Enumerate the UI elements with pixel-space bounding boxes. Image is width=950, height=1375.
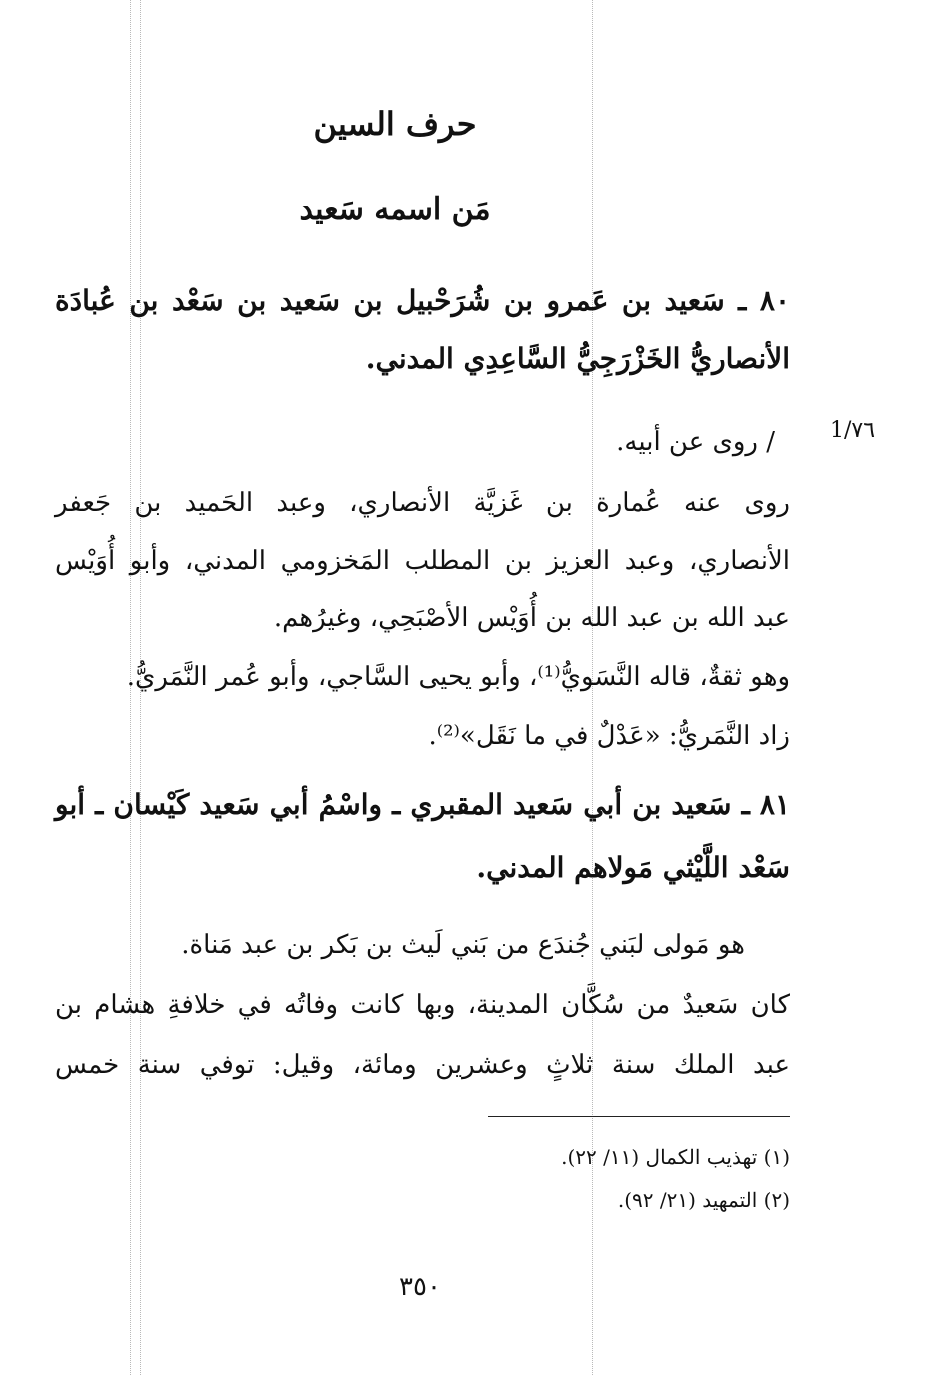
- footnote: (٢) التمهيد (٢١/ ٩٢).: [617, 1188, 790, 1212]
- page-number: ٣٥٠: [399, 1272, 441, 1302]
- footnote: (١) تهذيب الكمال (١١/ ٢٢).: [561, 1145, 790, 1169]
- body-line: عبد الملك سنة ثلاثٍ وعشرين ومائة، وقيل: توفي سنة خمس: [55, 1050, 790, 1080]
- entry-heading-line: ٨١ ـ سَعيد بن أبي سَعيد المقبري ـ واسْمُ أبي سَعيد كَيْسان ـ أبو: [55, 788, 790, 821]
- body-line: هو مَولى لبَني جُندَع من بَني لَيث بن بَكر بن عبد مَناة.: [181, 930, 745, 960]
- body-line: كان سَعيدٌ من سُكَّان المدينة، وبها كانت وفاتُه في خلافةِ هشام بن: [55, 990, 790, 1020]
- marginal-reference: 1/٧٦: [830, 418, 876, 443]
- body-line: زاد النَّمَريُّ: «عَدْلٌ في ما نَقَل»⁽²⁾.: [428, 721, 790, 751]
- body-line: عبد الله بن عبد الله بن أُوَيْس الأصْبَحِي، وغيرُهم.: [273, 603, 790, 633]
- footnote-separator: [488, 1116, 790, 1117]
- entry-heading-line: الأنصاريُّ الخَزْرَجِيُّ السَّاعِدِي المدني.: [365, 342, 790, 375]
- chapter-title: حرف السين: [313, 105, 477, 143]
- body-line: / روى عن أبيه.: [616, 427, 775, 457]
- body-line: روى عنه عُمارة بن غَزيَّة الأنصاري، وعبد الحَميد بن جَعفر: [55, 488, 790, 518]
- body-line: وهو ثقةٌ، قاله النَّسَويُّ⁽¹⁾، وأبو يحيى السَّاجي، وأبو عُمر النَّمَريُّ.: [126, 662, 790, 692]
- entry-heading-line: سَعْد اللَّيْثي مَولاهم المدني.: [476, 851, 790, 884]
- body-line: الأنصاري، وعبد العزيز بن المطلب المَخزومي المدني، وأبو أُوَيْس: [55, 546, 790, 576]
- entry-heading-line: ٨٠ ـ سَعيد بن عَمرو بن شُرَحْبيل بن سَعيد بن سَعْد بن عُبادَة: [55, 284, 790, 317]
- section-title: مَن اسمه سَعيد: [299, 192, 491, 227]
